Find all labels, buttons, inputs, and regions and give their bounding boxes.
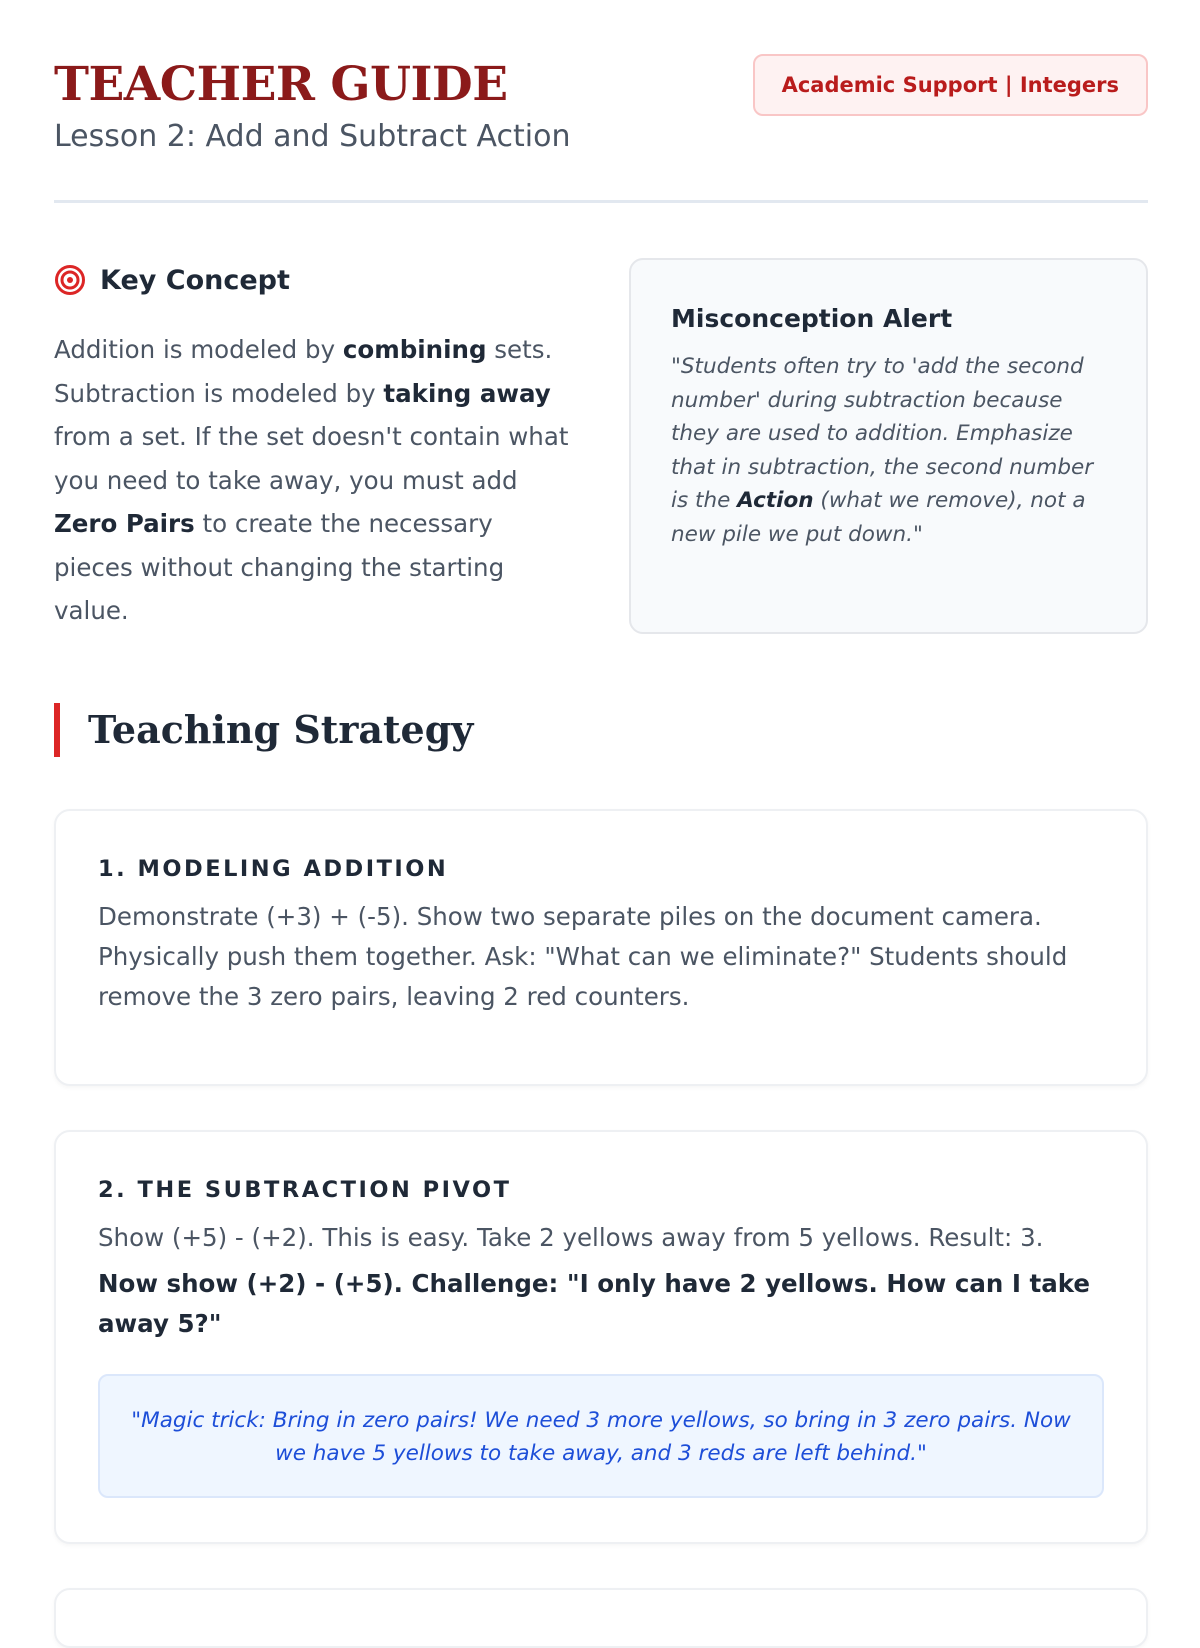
strategy-card-label: 1. MODELING ADDITION	[98, 856, 449, 882]
key-concept-text-part: Addition is modeled by	[54, 335, 343, 364]
lesson-subtitle: Lesson 2: Add and Subtract Action	[54, 119, 571, 154]
strategy-card-challenge-text: Now show (+2) - (+5). Challenge: "I only have 2 yellows. How can I take away 5?"	[98, 1269, 1090, 1338]
misconception-quote	[671, 350, 1106, 551]
strategy-card-text: Show (+5) - (+2). This is easy. Take 2 yellows away from 5 yellows. Result: 3.	[98, 1223, 1044, 1252]
course-badge: Academic Support | Integers	[753, 54, 1148, 116]
target-icon	[54, 264, 86, 296]
page-title: TEACHER GUIDE	[54, 57, 508, 112]
teaching-strategy-heading	[54, 703, 473, 757]
teaching-strategy-title: Teaching Strategy	[88, 707, 474, 752]
key-concept-section	[54, 258, 574, 633]
strategy-card-modeling-addition	[54, 809, 1148, 1086]
misconception-quote-part: (what we remove), not a new pile we put down."	[671, 488, 1086, 547]
strategy-card-subtraction-pivot	[54, 1130, 1148, 1544]
key-term-combining: combining	[342, 335, 487, 364]
teacher-guide-page	[54, 0, 1148, 1466]
magic-trick-callout: "Magic trick: Bring in zero pairs! We need 3 more yellows, so bring in 3 zero pairs. Now we have 5 yellows to take away, and 3 reds are left behind."	[98, 1374, 1104, 1498]
strategy-card-text: Demonstrate (+3) + (-5). Show two separate piles on the document camera. Physically push them together. Ask: "What can we eliminate?" Students should remove the 3 zero pairs, leaving 2 red counters.	[98, 902, 1068, 1011]
key-term-taking-away: taking away	[383, 378, 551, 408]
page-header	[54, 0, 1148, 203]
key-concept-text-part: from a set. If the set doesn't contain what you need to take away, you must add	[54, 422, 569, 495]
misconception-action-term: Action	[737, 488, 814, 513]
key-concept-text-part: sets. Subtraction is modeled by	[54, 335, 553, 408]
key-concept-text	[54, 328, 574, 633]
misconception-alert-title: Misconception Alert	[671, 304, 953, 333]
misconception-alert-box	[629, 258, 1148, 634]
key-concept-text-part: to create the necessary pieces without changing the starting value.	[54, 509, 505, 625]
heading-accent-bar	[54, 703, 60, 757]
key-concept-heading	[54, 258, 574, 302]
strategy-card-label: 2. THE SUBTRACTION PIVOT	[98, 1177, 512, 1203]
key-concept-title: Key Concept	[100, 264, 290, 296]
strategy-card-next	[54, 1588, 1148, 1648]
misconception-quote-part: "Students often try to 'add the second number' during subtraction because they are used to addition. Emphasize that in subtraction, the second number is the	[671, 354, 1094, 513]
key-term-zero-pairs: Zero Pairs	[54, 509, 195, 538]
